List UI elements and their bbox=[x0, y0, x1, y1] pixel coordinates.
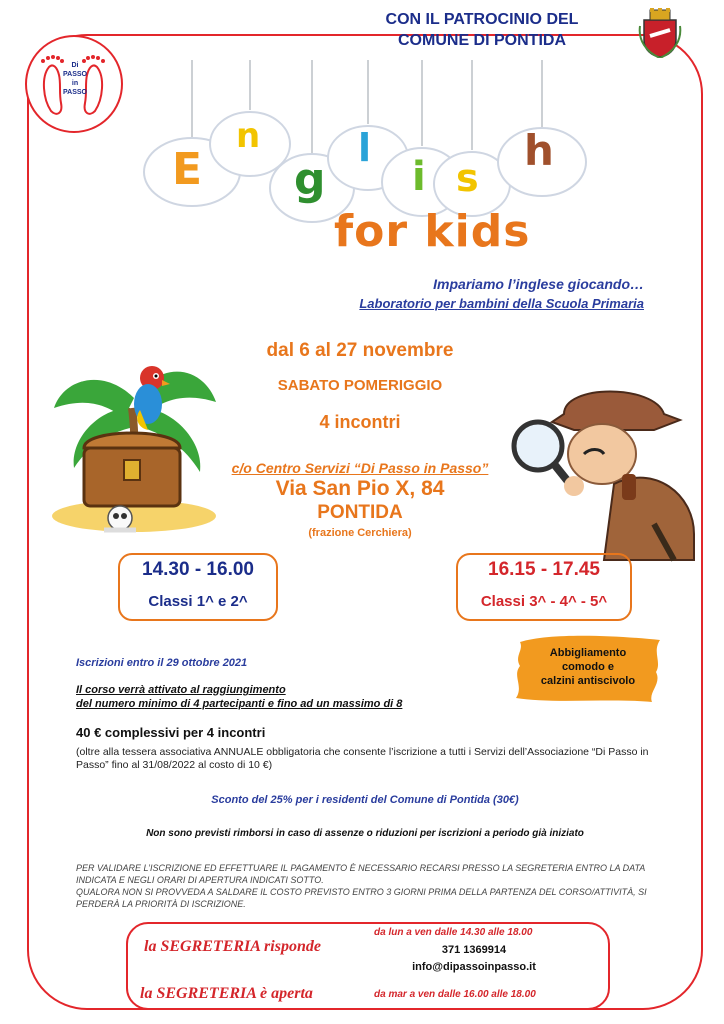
segreteria-aperta-label: la SEGRETERIA è aperta bbox=[140, 985, 313, 1002]
event-town: PONTIDA bbox=[317, 502, 403, 523]
title-letter-s: s bbox=[456, 156, 479, 200]
price-text: 40 € complessivi per 4 incontri bbox=[76, 725, 266, 740]
payment-notice bbox=[76, 862, 666, 910]
for-kids-subtitle: for kids bbox=[334, 206, 531, 257]
slot-1-time: 14.30 - 16.00 bbox=[142, 559, 254, 580]
event-venue: c/o Centro Servizi “Di Passo in Passo” bbox=[231, 460, 489, 476]
title-letter-i: i bbox=[412, 154, 426, 200]
event-dates: dal 6 al 27 novembre bbox=[266, 340, 454, 361]
logo-text-2: PASSO bbox=[63, 71, 87, 78]
logo-text-3: in bbox=[71, 80, 79, 87]
clothing-note-2: comodo e bbox=[562, 661, 614, 673]
registration-deadline: Iscrizioni entro il 29 ottobre 2021 bbox=[76, 657, 248, 669]
english-title bbox=[130, 60, 600, 230]
event-address: Via San Pio X, 84 bbox=[275, 477, 445, 500]
event-sessions: 4 incontri bbox=[319, 412, 401, 432]
title-letter-l: l bbox=[358, 126, 372, 170]
title-letter-e: E bbox=[172, 144, 203, 195]
payment-notice-2: QUALORA NON SI PROVVEDA A SALDARE IL COSTO PREVISTO ENTRO 3 GIORNI PRIMA DELLA PARTENZA DEL CORSO/ATTIVITÀ, SI PERDERÀ LA PRIORITÀ DI ISCRIZIONE. bbox=[76, 887, 647, 909]
clothing-note-3: calzini antiscivolo bbox=[540, 675, 636, 687]
clothing-note bbox=[518, 646, 658, 688]
price-note: (oltre alla tessera associativa ANNUALE obbligatoria che consente l’iscrizione a tutti i Servizi dell’Associazione “Di Passo in Passo” fino al 31/08/2022 al costo di 10 €) bbox=[76, 746, 649, 771]
segreteria-email[interactable]: info@dipassoinpasso.it bbox=[412, 961, 536, 973]
segreteria-risponde-label: la SEGRETERIA risponde bbox=[144, 938, 321, 955]
segreteria-phone-hours: da lun a ven dalle 14.30 alle 18.00 bbox=[374, 927, 533, 938]
event-frazione: (frazione Cerchiera) bbox=[308, 527, 412, 539]
event-day: SABATO POMERIGGIO bbox=[277, 377, 443, 394]
slot-2-classes: Classi 3^ - 4^ - 5^ bbox=[480, 593, 608, 610]
patronage-header bbox=[332, 9, 632, 51]
slot-box-2 bbox=[456, 553, 632, 621]
tagline-line-2: Laboratorio per bambini della Scuola Primaria bbox=[359, 296, 644, 311]
activation-note bbox=[76, 683, 402, 711]
logo-text-4: PASSO bbox=[63, 89, 87, 96]
payment-notice-1: PER VALIDARE L’ISCRIZIONE ED EFFETTUARE IL PAGAMENTO È NECESSARIO RECARSI PRESSO LA SEGRETERIA ENTRO LA DATA INDICATA E NEGLI ORARI DI APERTURA INDICATI SOTTO. bbox=[76, 863, 645, 885]
activation-line-2: del numero minimo di 4 partecipanti e fino ad un massimo di 8 bbox=[76, 698, 403, 710]
no-refund-text: Non sono previsti rimborsi in caso di assenze o riduzioni per iscrizioni a periodo già iniziato bbox=[146, 828, 584, 839]
patronage-line-2: COMUNE DI PONTIDA bbox=[398, 32, 566, 49]
association-logo bbox=[25, 35, 123, 133]
patronage-line-1: CON IL PATROCINIO DEL bbox=[385, 11, 579, 28]
title-letter-n: n bbox=[236, 116, 261, 156]
discount-text: Sconto del 25% per i residenti del Comune di Pontida (30€) bbox=[211, 794, 519, 806]
activation-line-1: Il corso verrà attivato al raggiungimento bbox=[76, 684, 286, 696]
clothing-note-1: Abbigliamento bbox=[549, 647, 627, 659]
logo-text-1: Di bbox=[71, 62, 79, 69]
slot-2-time: 16.15 - 17.45 bbox=[488, 559, 600, 580]
title-letter-h: h bbox=[524, 126, 554, 175]
segreteria-phone[interactable]: 371 1369914 bbox=[441, 944, 507, 956]
tagline-line-1: Impariamo l’inglese giocando… bbox=[433, 276, 644, 292]
title-letter-g: g bbox=[294, 154, 326, 205]
segreteria-open-hours: da mar a ven dalle 16.00 alle 18.00 bbox=[374, 989, 536, 1000]
slot-box-1 bbox=[118, 553, 278, 621]
municipality-crest-icon bbox=[638, 6, 682, 58]
slot-1-classes: Classi 1^ e 2^ bbox=[148, 593, 248, 610]
